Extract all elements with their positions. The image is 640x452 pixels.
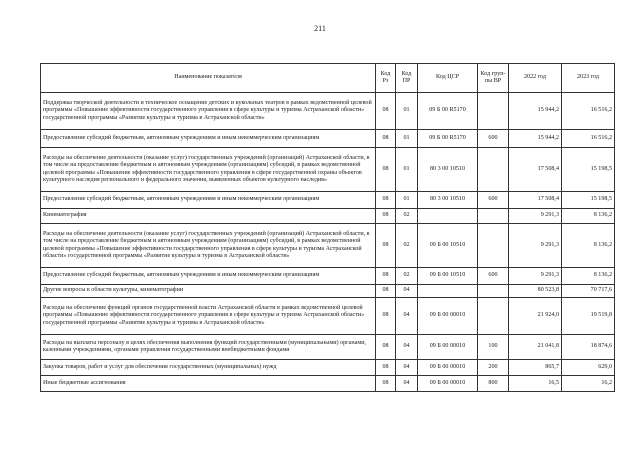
row-rz: 08 [376,285,396,298]
header-csr: Код ЦСР [418,64,478,93]
page-number: 211 [314,24,326,33]
table-row [41,376,615,392]
row-rz: 08 [376,93,396,130]
row-name: Поддержка творческой деятельности и техническое оснащение детских и кукольных театров в рамках ведомственной целевой программы «Повышение эффективности государственного управления в сфере культуры и туризма Астраханской области» государственной программы «Развитие культуры и туризма в Астраханской области» [41,93,376,130]
row-csr: 09 Б 00 R5170 [418,93,478,130]
row-name: Расходы на обеспечение деятельности (оказание услуг) государственных учреждений (организаций) Астраханской области, в том числе на предоставление бюджетным и автономным учреждениям (организациям) субсидий, в рамках ведомственной целевой программы «Повышение эффективности государственного управления в сфере культуры и туризма Астраханской области» государственной программы «Развитие культуры и туризма в Астраханской области» [41,224,376,268]
table-row [41,335,615,360]
table-row [41,285,615,298]
row-name: Предоставление субсидий бюджетным, автономным учреждениям и иным некоммерческим организациям [41,130,376,148]
row-vr: 600 [478,192,509,209]
row-name: Расходы на выплаты персоналу в целях обеспечения выполнения функций государственными (муниципальными) органами, казенными учреждениями, органами управления государственными внебюджетными фондами [41,335,376,360]
header-rz: Код Рз [376,64,396,93]
row-vr: 200 [478,360,509,376]
row-vr [478,148,509,192]
row-vr: 800 [478,376,509,392]
row-csr: 09 Б 00 10510 [418,224,478,268]
row-2023: 8 136,2 [562,209,615,224]
budget-table [40,63,615,392]
row-rz: 08 [376,268,396,285]
header-pr: Код ПР [396,64,418,93]
row-name: Расходы на обеспечение деятельности (оказание услуг) государственных учреждений (организаций) Астраханской области, в том числе на предоставление бюджетным и автономным учреждениям (организациям) субсидий, в рамках ведомственной целевой программы «Повышение эффективности государственного управления в сфере государственной охраны объектов культурного наследия регионального и федерального значения, выявленных объектов культурного наследия» [41,148,376,192]
row-csr: 09 Б 00 00010 [418,298,478,335]
row-pr: 04 [396,298,418,335]
row-name: Другие вопросы в области культуры, кинематографии [41,285,376,298]
row-2022: 15 944,2 [509,93,562,130]
row-csr: 80 3 00 10510 [418,148,478,192]
row-2022: 17 508,4 [509,148,562,192]
row-2022: 865,7 [509,360,562,376]
table-row [41,192,615,209]
row-pr: 04 [396,360,418,376]
row-name: Иные бюджетные ассигнования [41,376,376,392]
row-2023: 8 136,2 [562,268,615,285]
row-csr [418,285,478,298]
row-2023: 629,0 [562,360,615,376]
row-rz: 08 [376,209,396,224]
row-vr [478,93,509,130]
row-csr: 09 Б 00 00010 [418,335,478,360]
row-2022: 80 523,8 [509,285,562,298]
row-csr: 09 Б 00 R5170 [418,130,478,148]
row-2022: 21 924,0 [509,298,562,335]
row-csr [418,209,478,224]
row-pr: 02 [396,209,418,224]
row-vr: 600 [478,268,509,285]
header-name: Наименование показателя [41,64,376,93]
row-2023: 18 874,6 [562,335,615,360]
table-row [41,360,615,376]
table-header-row [41,64,615,93]
row-name: Предоставление субсидий бюджетным, автономным учреждениям и иным некоммерческим организациям [41,192,376,209]
row-vr: 600 [478,130,509,148]
row-name: Закупка товаров, работ и услуг для обеспечения государственных (муниципальных) нужд [41,360,376,376]
table-row [41,130,615,148]
row-vr [478,224,509,268]
row-name: Расходы на обеспечение функций органов государственной власти Астраханской области в рамках ведомственной целевой программы «Повышение эффективности государственного управления в сфере культуры и туризма Астраханской области» государственной программы «Развитие культуры и туризма в Астраханской области» [41,298,376,335]
row-rz: 08 [376,148,396,192]
row-pr: 01 [396,93,418,130]
row-2022: 21 041,8 [509,335,562,360]
row-vr: 100 [478,335,509,360]
row-csr: 80 3 00 10510 [418,192,478,209]
row-pr: 01 [396,192,418,209]
header-2023: 2023 год [562,64,615,93]
row-2022: 9 291,3 [509,209,562,224]
row-2022: 9 291,3 [509,224,562,268]
row-rz: 08 [376,224,396,268]
row-rz: 08 [376,130,396,148]
row-vr [478,285,509,298]
row-2022: 16,5 [509,376,562,392]
header-2022: 2022 год [509,64,562,93]
row-csr: 09 Б 00 00010 [418,360,478,376]
row-2023: 8 136,2 [562,224,615,268]
row-name: Кинематография [41,209,376,224]
row-rz: 08 [376,192,396,209]
row-pr: 04 [396,376,418,392]
row-pr: 02 [396,224,418,268]
row-2023: 15 198,5 [562,148,615,192]
header-vr: Код груп-пы ВР [478,64,509,93]
row-rz: 08 [376,298,396,335]
row-2023: 19 519,8 [562,298,615,335]
row-2023: 16 516,2 [562,93,615,130]
row-pr: 04 [396,335,418,360]
row-2023: 16,2 [562,376,615,392]
row-pr: 01 [396,130,418,148]
row-2022: 15 944,2 [509,130,562,148]
row-name: Предоставление субсидий бюджетным, автономным учреждениям и иным некоммерческим организациям [41,268,376,285]
row-pr: 01 [396,148,418,192]
row-rz: 08 [376,360,396,376]
row-2022: 9 291,3 [509,268,562,285]
row-csr: 09 Б 00 00010 [418,376,478,392]
row-2023: 15 198,5 [562,192,615,209]
row-csr: 09 Б 00 10510 [418,268,478,285]
row-vr [478,298,509,335]
table-row [41,148,615,192]
row-2023: 70 717,6 [562,285,615,298]
table-row [41,298,615,335]
row-pr: 04 [396,285,418,298]
row-2022: 17 508,4 [509,192,562,209]
row-rz: 08 [376,335,396,360]
row-pr: 02 [396,268,418,285]
table-row [41,209,615,224]
table-row [41,268,615,285]
table-row [41,93,615,130]
table-row [41,224,615,268]
row-rz: 08 [376,376,396,392]
row-2023: 16 516,2 [562,130,615,148]
row-vr [478,209,509,224]
